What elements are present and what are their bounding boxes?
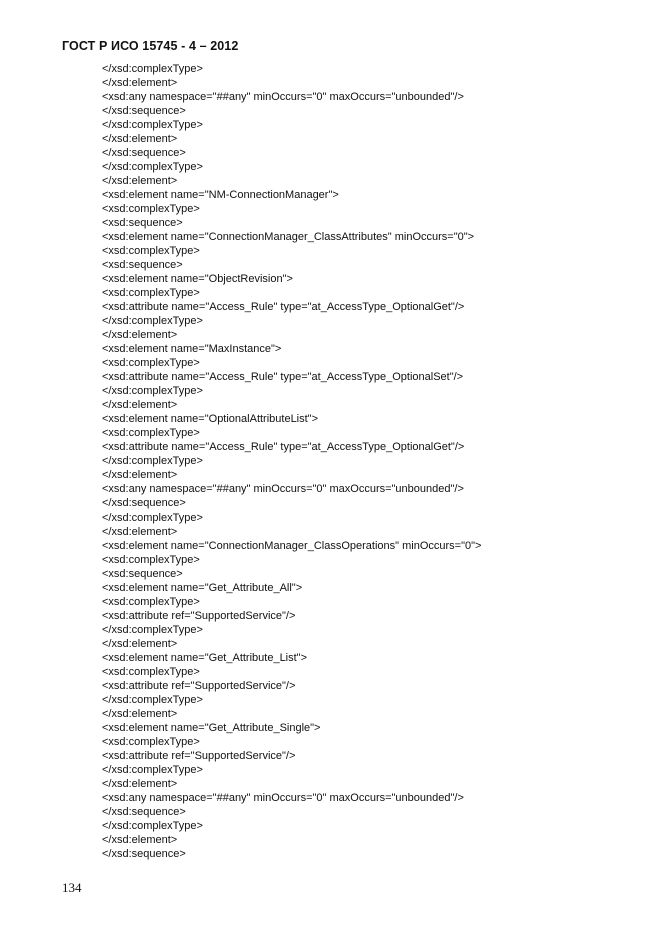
code-line: <xsd:complexType> — [102, 665, 200, 678]
code-line: <xsd:any namespace="##any" minOccurs="0" maxOccurs="unbounded"/> — [102, 791, 464, 804]
code-line: </xsd:element> — [102, 777, 178, 790]
code-line: <xsd:complexType> — [102, 735, 200, 748]
code-line: <xsd:any namespace="##any" minOccurs="0" maxOccurs="unbounded"/> — [102, 483, 464, 496]
page-number: 134 — [62, 880, 82, 895]
code-line: </xsd:sequence> — [102, 105, 186, 118]
code-line: <xsd:element name="OptionalAttributeList"> — [102, 413, 319, 426]
document-header-title: ГОСТ Р ИСО 15745 - 4 – 2012 — [62, 39, 239, 53]
code-line: <xsd:complexType> — [102, 245, 200, 258]
code-line: <xsd:complexType> — [102, 595, 200, 608]
code-line: <xsd:attribute name="Access_Rule" type="at_AccessType_OptionalSet"/> — [102, 371, 464, 384]
code-line: <xsd:complexType> — [102, 203, 200, 216]
code-line: </xsd:element> — [102, 637, 178, 650]
code-line: <xsd:attribute ref="SupportedService"/> — [102, 609, 296, 622]
code-line: </xsd:sequence> — [102, 497, 186, 510]
code-line: </xsd:complexType> — [102, 623, 203, 636]
code-line: </xsd:complexType> — [102, 385, 203, 398]
code-line: <xsd:element name="Get_Attribute_All"> — [102, 581, 303, 594]
code-line: </xsd:element> — [102, 77, 178, 90]
code-line: </xsd:complexType> — [102, 63, 203, 75]
code-line: </xsd:element> — [102, 175, 178, 188]
code-line: </xsd:sequence> — [102, 847, 186, 860]
code-line: </xsd:complexType> — [102, 693, 203, 706]
code-line: <xsd:element name="ConnectionManager_ClassOperations" minOccurs="0"> — [102, 539, 482, 552]
code-line: <xsd:element name="Get_Attribute_List"> — [102, 651, 308, 664]
code-line: </xsd:sequence> — [102, 147, 186, 160]
code-line: </xsd:complexType> — [102, 511, 203, 524]
code-line: <xsd:any namespace="##any" minOccurs="0" maxOccurs="unbounded"/> — [102, 91, 464, 104]
code-line: <xsd:element name="MaxInstance"> — [102, 343, 282, 356]
code-line: </xsd:complexType> — [102, 455, 203, 468]
code-line: </xsd:element> — [102, 399, 178, 412]
code-line: </xsd:complexType> — [102, 315, 203, 328]
code-line: </xsd:complexType> — [102, 763, 203, 776]
code-line: <xsd:element name="ConnectionManager_ClassAttributes" minOccurs="0"> — [102, 231, 475, 244]
code-line: <xsd:attribute ref="SupportedService"/> — [102, 749, 296, 762]
code-line: <xsd:attribute ref="SupportedService"/> — [102, 679, 296, 692]
xsd-code-block — [102, 62, 481, 861]
code-line: <xsd:complexType> — [102, 427, 200, 440]
code-line: <xsd:complexType> — [102, 553, 200, 566]
code-line: </xsd:complexType> — [102, 819, 203, 832]
code-line: </xsd:element> — [102, 525, 178, 538]
code-line: </xsd:sequence> — [102, 805, 186, 818]
code-line: <xsd:element name="ObjectRevision"> — [102, 273, 293, 286]
code-line: </xsd:element> — [102, 469, 178, 482]
code-line: </xsd:complexType> — [102, 119, 203, 132]
code-line: <xsd:sequence> — [102, 217, 183, 230]
code-line: </xsd:element> — [102, 329, 178, 342]
code-line: <xsd:sequence> — [102, 567, 183, 580]
code-line: <xsd:attribute name="Access_Rule" type="at_AccessType_OptionalGet"/> — [102, 301, 465, 314]
code-line: </xsd:element> — [102, 833, 178, 846]
code-line: <xsd:complexType> — [102, 357, 200, 370]
code-line: <xsd:element name="NM-ConnectionManager"> — [102, 189, 339, 202]
code-line: <xsd:sequence> — [102, 259, 183, 272]
code-line: <xsd:complexType> — [102, 287, 200, 300]
code-line: <xsd:attribute name="Access_Rule" type="at_AccessType_OptionalGet"/> — [102, 441, 465, 454]
code-line: </xsd:complexType> — [102, 161, 203, 174]
code-line: </xsd:element> — [102, 133, 178, 146]
code-line: <xsd:element name="Get_Attribute_Single"> — [102, 721, 321, 734]
code-line: </xsd:element> — [102, 707, 178, 720]
